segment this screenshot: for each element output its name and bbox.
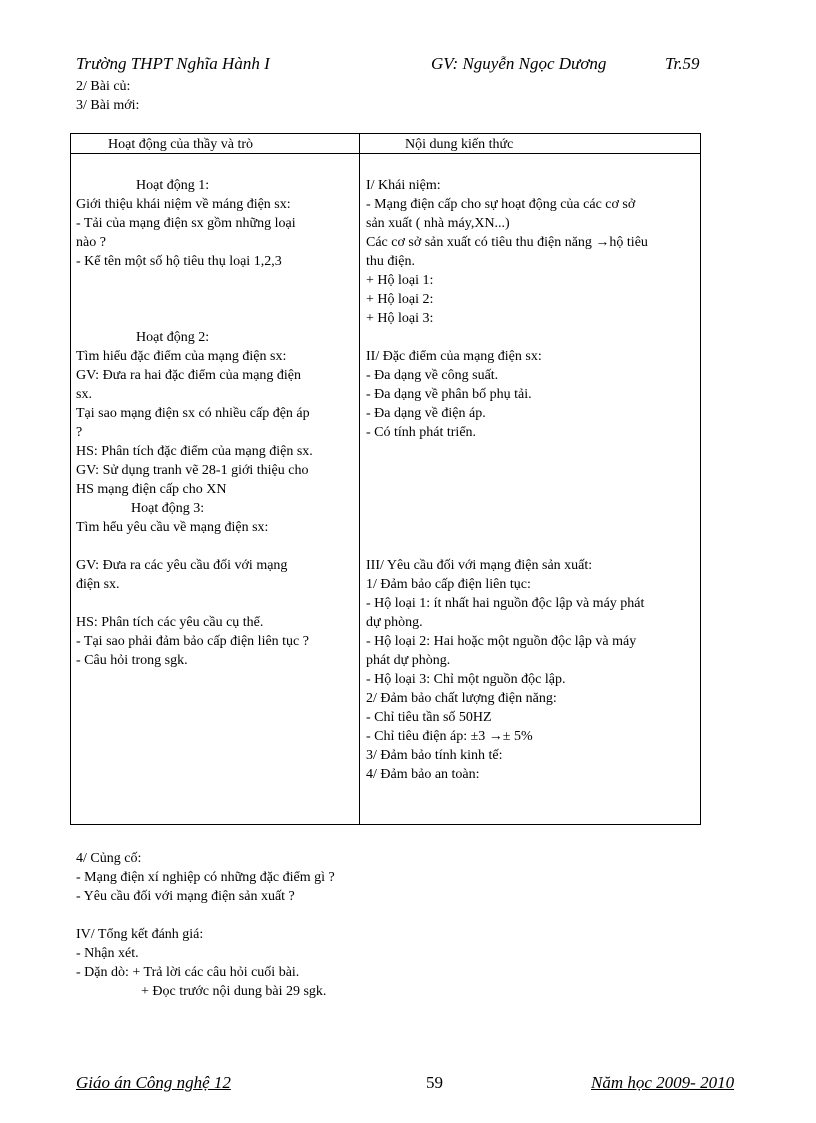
text-line: điện sx. — [76, 577, 120, 592]
text-line: Tìm hểu yêu cầu về mạng điện sx: — [76, 520, 269, 535]
text-line — [366, 499, 696, 518]
text-line: IV/ Tổng kết đánh giá: — [76, 927, 204, 942]
text-line: Hoạt động 3: — [131, 501, 205, 516]
text-line: Tại sao mạng điện sx có nhiều cấp đện áp — [76, 406, 310, 421]
text-line: + Đọc trước nội dung bài 29 sgk. — [141, 984, 327, 999]
footer-year: Năm học 2009- 2010 — [591, 1073, 735, 1092]
text-line: II/ Đặc điểm của mạng điện sx: — [366, 349, 542, 364]
text-line: Tìm hiểu đặc điểm của mạng điện sx: — [76, 349, 287, 364]
text-line: - Mạng điện xí nghiệp có những đặc điểm gì ? — [76, 870, 335, 885]
text-line: GV: Đưa ra các yêu cầu đối với mạng — [76, 558, 288, 573]
text-line: - Tải của mạng điện sx gồm những loại — [76, 216, 296, 231]
text-line: 4/ Đảm bảo an toàn: — [366, 767, 480, 782]
text-line: dự phòng. — [366, 615, 423, 630]
text-line: Các cơ sở sản xuất có tiêu thu điện năng →hộ tiêu — [366, 235, 648, 250]
text-line: III/ Yêu cầu đối với mạng điện sản xuất: — [366, 558, 593, 573]
text-line: - Đa dạng về phân bố phụ tải. — [366, 387, 532, 402]
text-line: thu điện. — [366, 254, 415, 269]
text-line: Giới thiệu khái niệm về máng điện sx: — [76, 197, 291, 212]
text-line: sản xuất ( nhà máy,XN...) — [366, 216, 510, 231]
school-name: Trường THPT Nghĩa Hành I — [76, 54, 270, 73]
text-line — [76, 309, 356, 328]
text-line: - Mạng điện cấp cho sự hoạt động của các cơ sở — [366, 197, 636, 212]
text-line: + Hộ loại 2: — [366, 292, 434, 307]
text-line: Hoạt động 1: — [136, 178, 210, 193]
text-line: - Kể tên một số hộ tiêu thụ loại 1,2,3 — [76, 254, 282, 269]
text-line — [366, 461, 696, 480]
text-line: - Đa dạng về điện áp. — [366, 406, 486, 421]
text-line: + Hộ loại 3: — [366, 311, 434, 326]
text-line — [76, 537, 356, 556]
text-line: HS mạng điện cấp cho XN — [76, 482, 227, 497]
text-line — [76, 906, 335, 925]
text-line: sx. — [76, 387, 92, 402]
teacher-name: GV: Nguyễn Ngọc Dương — [431, 54, 607, 73]
text-line: - Nhận xét. — [76, 946, 139, 961]
text-line: 4/ Củng cố: — [76, 851, 142, 866]
text-line: phát dự phòng. — [366, 653, 451, 668]
col-left-title: Hoạt động của thầy và trò — [108, 137, 254, 152]
text-line — [76, 271, 356, 290]
text-line: - Có tính phát triển. — [366, 425, 477, 440]
text-line: GV: Đưa ra hai đặc điểm của mạng điện — [76, 368, 302, 383]
col-right-title: Nội dung kiến thức — [405, 137, 514, 152]
text-line — [366, 518, 696, 537]
text-line: - Hộ loại 2: Hai hoặc một nguồn độc lập và máy — [366, 634, 637, 649]
after-table-section — [76, 849, 335, 1001]
text-line: + Hộ loại 1: — [366, 273, 434, 288]
page-ref: Tr.59 — [665, 54, 700, 73]
text-line: 3/ Đảm bảo tính kinh tế: — [366, 748, 503, 763]
text-line — [76, 290, 356, 309]
text-line: - Chỉ tiêu điện áp: ±3 →± 5% — [366, 729, 533, 744]
text-line: - Hộ loại 1: ít nhất hai nguồn độc lập và máy phát — [366, 596, 645, 611]
text-line: HS: Phân tích đặc điểm của mạng điện sx. — [76, 444, 313, 459]
activities-column — [76, 176, 356, 670]
text-line: - Hộ loại 3: Chỉ một nguồn độc lập. — [366, 672, 566, 687]
text-line: - Câu hỏi trong sgk. — [76, 653, 188, 668]
content-column — [366, 176, 696, 784]
text-line — [76, 594, 356, 613]
text-line — [366, 328, 696, 347]
text-line: HS: Phân tích các yêu cầu cụ thể. — [76, 615, 264, 630]
text-line — [366, 442, 696, 461]
text-line: GV: Sử dụng tranh vẽ 28-1 giới thiệu cho — [76, 463, 309, 478]
page-number: 59 — [426, 1073, 443, 1092]
text-line: - Tại sao phải đảm bảo cấp điện liên tục ? — [76, 634, 309, 649]
footer-subject: Giáo án Công nghệ 12 — [76, 1073, 231, 1092]
text-line: - Dặn dò: + Trả lời các câu hỏi cuối bài. — [76, 965, 300, 980]
text-line: I/ Khái niệm: — [366, 178, 441, 193]
column-divider — [359, 133, 360, 825]
text-line: Hoạt động 2: — [136, 330, 210, 345]
text-line: - Chỉ tiêu tần số 50HZ — [366, 710, 492, 725]
text-line: ? — [76, 425, 83, 440]
text-line: 2/ Đảm bảo chất lượng điện năng: — [366, 691, 557, 706]
text-line: - Đa dạng về công suất. — [366, 368, 499, 383]
text-line: nào ? — [76, 235, 106, 250]
text-line — [366, 537, 696, 556]
text-line: - Yêu cầu đối với mạng điện sản xuất ? — [76, 889, 295, 904]
intro-line: 3/ Bài mới: — [76, 98, 140, 113]
intro-line: 2/ Bài củ: — [76, 79, 131, 94]
text-line — [366, 480, 696, 499]
text-line: 1/ Đảm bảo cấp điện liên tục: — [366, 577, 531, 592]
